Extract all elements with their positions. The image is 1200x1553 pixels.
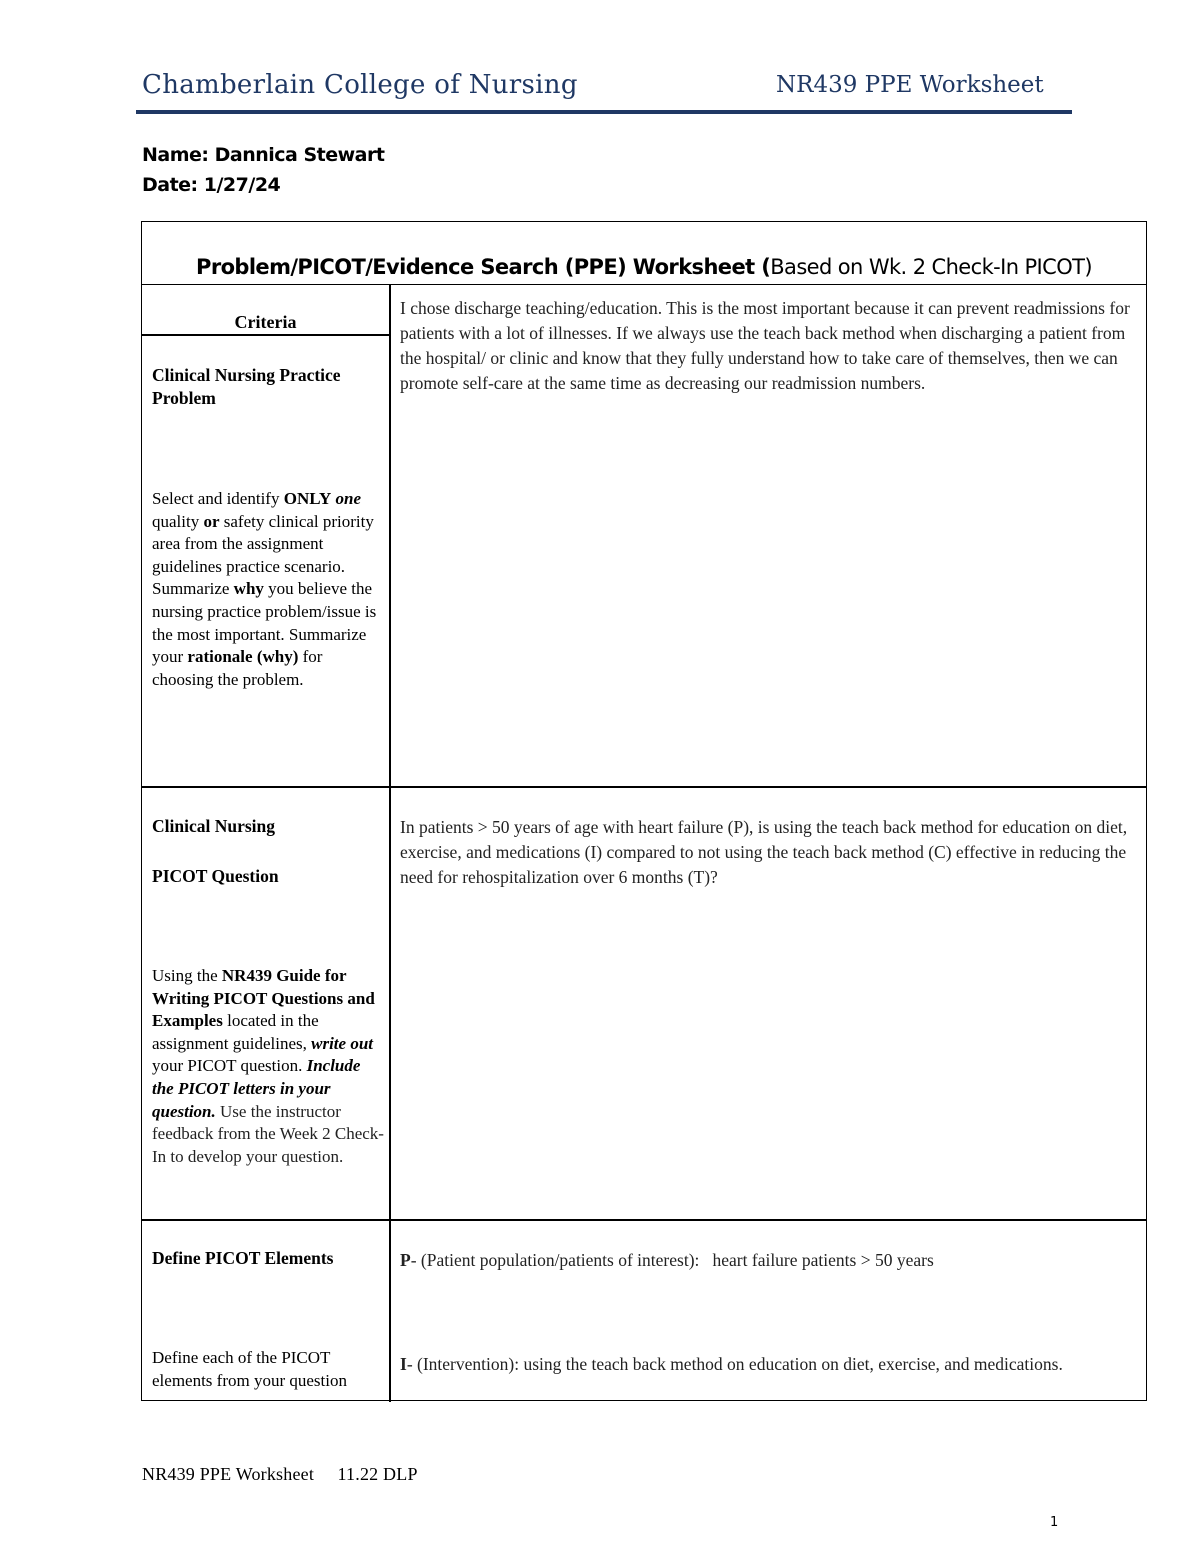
picot-instr-1: Using the: [152, 966, 222, 985]
element-p-value: heart failure patients > 50 years: [699, 1250, 934, 1270]
problem-instr-5: for choosing the problem.: [152, 647, 323, 689]
criteria-divider: [142, 334, 390, 336]
student-name: Name: Dannica Stewart: [142, 144, 385, 166]
element-i-letter: I: [400, 1354, 407, 1374]
picot-instr-4: Use the instructor feedback from the Week 2 Check-In to develop your question.: [152, 1101, 384, 1166]
element-p-label: - (Patient population/patients of interest):: [410, 1250, 700, 1270]
picot-instr-include: Include the PICOT letters in your question.: [152, 1056, 361, 1121]
worksheet-table: [141, 221, 1147, 1401]
elements-instructions: Define each of the PICOT elements from your question: [152, 1348, 347, 1390]
worksheet-title-rest: Based on Wk. 2 Check-In PICOT): [770, 255, 1092, 279]
row-divider-1: [142, 786, 1146, 788]
problem-instr-or: or: [203, 511, 220, 531]
footer-text: NR439 PPE Worksheet 11.22 DLP: [142, 1464, 418, 1484]
element-i-value: using the teach back method on education on diet, exercise, and medications.: [519, 1354, 1063, 1374]
header-college: Chamberlain College of Nursing: [142, 70, 578, 100]
worksheet-title: [142, 255, 1146, 279]
elements-label: Define PICOT Elements: [152, 1248, 334, 1268]
element-p-letter: P: [400, 1250, 411, 1270]
problem-label: Clinical Nursing Practice Problem: [152, 365, 341, 408]
picot-label-1: Clinical Nursing: [152, 816, 276, 836]
problem-instructions: [152, 488, 384, 691]
header-doc-title: NR439 PPE Worksheet: [776, 72, 1044, 98]
header-rule: [136, 110, 1072, 114]
picot-instr-3: your PICOT question.: [152, 1056, 307, 1076]
problem-response: I chose discharge teaching/education. This is the most important because it can prevent readmissions for patients with a lot of illnesses. If we always use the teach back method when discharging a patient from the hospital/ or clinic and know that they fully understand how to take care of themselves, then we can promote self-care at the same time as decreasing our readmission numbers.: [400, 298, 1130, 393]
page-number: 1: [1050, 1515, 1059, 1530]
column-divider: [389, 285, 391, 1402]
row-divider-2: [142, 1219, 1146, 1221]
picot-label-2: PICOT Question: [152, 866, 279, 886]
worksheet-title-row: [142, 222, 1146, 285]
picot-instr-guide: NR439 Guide for Writing PICOT Questions and Examples: [152, 966, 375, 1031]
picot-instr-write: write out: [311, 1033, 373, 1053]
element-p: [400, 1248, 1140, 1273]
picot-response: In patients > 50 years of age with heart failure (P), is using the teach back method for education on diet, exercise, and medications (I) compared to not using the teach back method (C) effective in reducing the need for rehospitalization over 6 months (T)?: [400, 817, 1128, 887]
problem-instr-2: quality: [152, 511, 204, 531]
element-i-label: - (Intervention):: [406, 1354, 520, 1374]
problem-instr-3: safety clinical priority area from the assignment guidelines practice scenario. Summarize: [152, 511, 374, 599]
problem-instr-one: one: [335, 489, 362, 508]
problem-instr-1: Select and identify: [152, 489, 284, 508]
criteria-header: Criteria: [234, 312, 297, 332]
problem-instr-rationale: rationale (why): [187, 647, 299, 667]
element-i: [400, 1352, 1140, 1377]
problem-instr-4: you believe the nursing practice problem/issue is the most important. Summarize your: [152, 579, 377, 667]
problem-instr-why: why: [233, 579, 264, 599]
picot-instr-2: located in the assignment guidelines,: [152, 1011, 319, 1053]
worksheet-title-bold: Problem/PICOT/Evidence Search (PPE) Worksheet (: [196, 255, 771, 279]
picot-instructions: [152, 965, 384, 1168]
submission-date: Date: 1/27/24: [142, 174, 281, 196]
problem-instr-only: ONLY: [283, 489, 332, 508]
